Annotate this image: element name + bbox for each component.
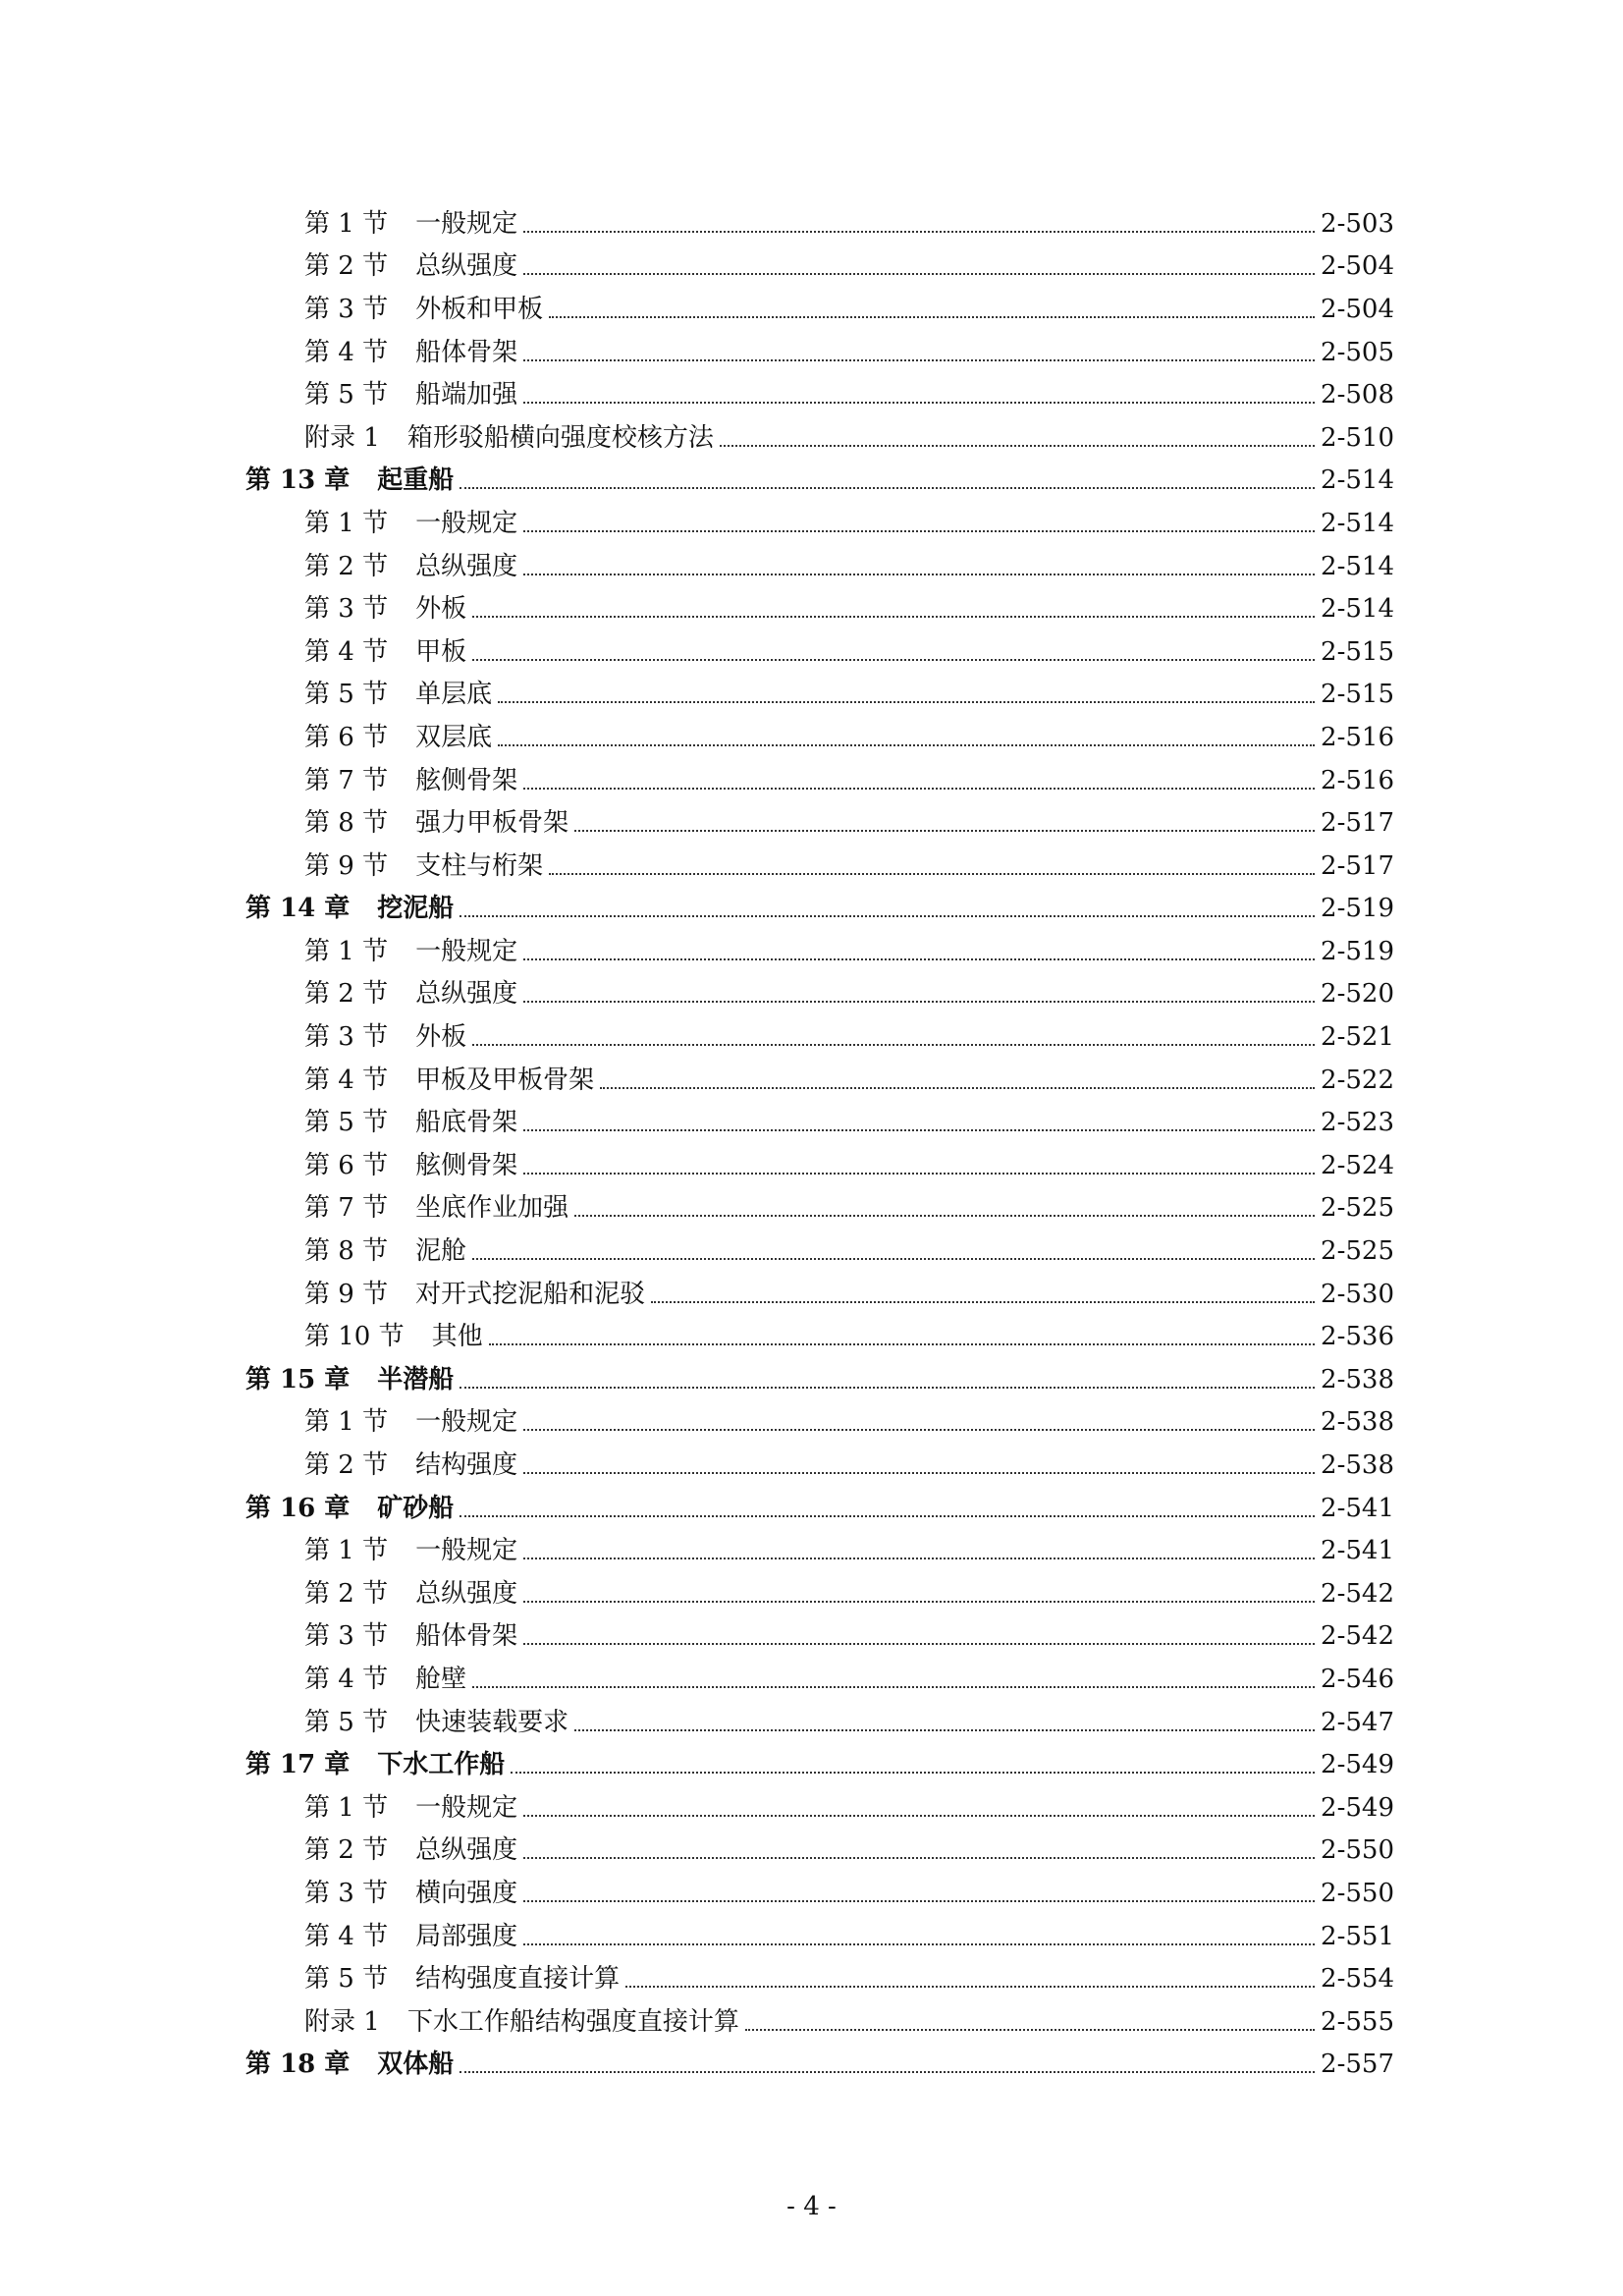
toc-entry-title: 总纵强度 xyxy=(415,251,518,282)
toc-entry-page: 2-525 xyxy=(1321,1236,1394,1267)
toc-leader-dots xyxy=(523,1943,1315,1945)
toc-entry-page: 2-542 xyxy=(1321,1578,1394,1609)
toc-entry-page: 2-516 xyxy=(1321,765,1394,795)
toc-entry-title: 外板和甲板 xyxy=(415,294,544,324)
toc-leader-dots xyxy=(600,1087,1315,1089)
toc-entry-page: 2-517 xyxy=(1321,808,1394,839)
toc-section-entry[interactable] xyxy=(245,1444,1394,1487)
toc-entry-title: 箱形驳船横向强度校核方法 xyxy=(406,422,714,453)
toc-entry-page: 2-504 xyxy=(1321,294,1394,324)
toc-entry-page: 2-550 xyxy=(1321,1878,1394,1908)
toc-leader-dots xyxy=(523,530,1315,532)
toc-entry-label: 第 4 节 xyxy=(304,1921,389,1951)
toc-leader-dots xyxy=(460,1515,1315,1517)
toc-entry-label: 第 15 章 xyxy=(245,1364,351,1394)
toc-entry-title: 半潜船 xyxy=(377,1364,455,1394)
toc-leader-dots xyxy=(523,1472,1315,1474)
toc-leader-dots xyxy=(460,487,1315,489)
toc-entry-title: 总纵强度 xyxy=(415,979,518,1010)
toc-entry-label: 第 2 节 xyxy=(304,1578,389,1609)
toc-entry-title: 船端加强 xyxy=(415,380,518,410)
toc-entry-title: 一般规定 xyxy=(415,936,518,966)
toc-entry-label: 第 3 节 xyxy=(304,1621,389,1652)
toc-entry-label: 第 4 节 xyxy=(304,1664,389,1694)
toc-entry-label: 第 4 节 xyxy=(304,1065,389,1095)
toc-entry-page: 2-516 xyxy=(1321,722,1394,752)
toc-entry-label: 第 2 节 xyxy=(304,251,389,282)
toc-entry-label: 第 3 节 xyxy=(304,294,389,324)
toc-entry-label: 第 9 节 xyxy=(304,850,389,881)
toc-entry-page: 2-536 xyxy=(1321,1322,1394,1352)
toc-section-entry[interactable] xyxy=(245,716,1394,759)
toc-section-entry[interactable] xyxy=(245,1401,1394,1445)
toc-section-entry[interactable] xyxy=(245,630,1394,674)
toc-entry-label: 第 8 节 xyxy=(304,1236,389,1267)
toc-entry-title: 舷侧骨架 xyxy=(415,765,518,795)
toc-section-entry[interactable] xyxy=(245,202,1394,246)
toc-leader-dots xyxy=(523,1129,1315,1131)
toc-entry-title: 一般规定 xyxy=(415,208,518,239)
toc-entry-label: 第 5 节 xyxy=(304,1108,389,1138)
toc-entry-label: 第 6 节 xyxy=(304,1150,389,1180)
toc-entry-label: 第 1 节 xyxy=(304,508,389,538)
toc-entry-title: 挖泥船 xyxy=(377,894,455,924)
toc-entry-page: 2-521 xyxy=(1321,1022,1394,1053)
toc-entry-page: 2-524 xyxy=(1321,1150,1394,1180)
toc-entry-page: 2-557 xyxy=(1321,2050,1394,2080)
toc-section-entry[interactable] xyxy=(245,674,1394,717)
toc-leader-dots xyxy=(625,1986,1315,1988)
toc-section-entry[interactable] xyxy=(245,1187,1394,1230)
toc-section-entry[interactable] xyxy=(245,1915,1394,1958)
toc-chapter-entry[interactable] xyxy=(245,1358,1394,1401)
toc-leader-dots xyxy=(651,1301,1315,1303)
toc-section-entry[interactable] xyxy=(245,1101,1394,1144)
toc-entry-label: 第 16 章 xyxy=(245,1493,351,1523)
toc-entry-page: 2-523 xyxy=(1321,1108,1394,1138)
toc-entry-title: 舱壁 xyxy=(415,1664,467,1694)
toc-leader-dots xyxy=(460,1387,1315,1389)
toc-entry-label: 第 4 节 xyxy=(304,337,389,367)
toc-entry-page: 2-549 xyxy=(1321,1792,1394,1823)
toc-entry-title: 船体骨架 xyxy=(415,1621,518,1652)
toc-entry-title: 横向强度 xyxy=(415,1878,518,1908)
toc-leader-dots xyxy=(523,958,1315,960)
toc-entry-title: 快速装载要求 xyxy=(415,1707,569,1737)
toc-entry-title: 双体船 xyxy=(377,2050,455,2080)
toc-leader-dots xyxy=(523,402,1315,404)
toc-entry-title: 坐底作业加强 xyxy=(415,1193,569,1224)
toc-leader-dots xyxy=(472,616,1315,618)
toc-leader-dots xyxy=(523,1643,1315,1645)
toc-leader-dots xyxy=(460,915,1315,917)
toc-leader-dots xyxy=(523,1601,1315,1603)
toc-section-entry[interactable] xyxy=(245,288,1394,331)
toc-chapter-entry[interactable] xyxy=(245,2044,1394,2087)
toc-entry-label: 第 18 章 xyxy=(245,2050,351,2080)
toc-entry-title: 总纵强度 xyxy=(415,551,518,581)
toc-entry-title: 一般规定 xyxy=(415,1536,518,1566)
toc-leader-dots xyxy=(523,231,1315,233)
toc-entry-page: 2-538 xyxy=(1321,1407,1394,1438)
toc-entry-page: 2-504 xyxy=(1321,251,1394,282)
toc-entry-title: 下水工作船 xyxy=(377,1750,506,1780)
toc-entry-page: 2-530 xyxy=(1321,1279,1394,1309)
toc-entry-page: 2-522 xyxy=(1321,1065,1394,1095)
toc-section-entry[interactable] xyxy=(245,1957,1394,2000)
toc-entry-label: 第 5 节 xyxy=(304,680,389,710)
toc-section-entry[interactable] xyxy=(245,1830,1394,1873)
toc-entry-label: 第 3 节 xyxy=(304,1022,389,1053)
toc-entry-label: 第 13 章 xyxy=(245,465,351,496)
toc-entry-label: 第 7 节 xyxy=(304,765,389,795)
toc-section-entry[interactable] xyxy=(245,1786,1394,1830)
toc-section-entry[interactable] xyxy=(245,1015,1394,1059)
toc-entry-page: 2-538 xyxy=(1321,1364,1394,1394)
toc-entry-label: 附录 1 xyxy=(304,2006,380,2037)
toc-entry-page: 2-541 xyxy=(1321,1536,1394,1566)
toc-entry-title: 起重船 xyxy=(377,465,455,496)
page-number: - 4 - xyxy=(786,2192,837,2221)
toc-section-entry[interactable] xyxy=(245,1701,1394,1744)
toc-section-entry[interactable] xyxy=(245,587,1394,630)
toc-leader-dots xyxy=(523,574,1315,575)
toc-section-entry[interactable] xyxy=(245,801,1394,845)
toc-leader-dots xyxy=(523,359,1315,361)
toc-section-entry[interactable] xyxy=(245,930,1394,973)
toc-leader-dots xyxy=(745,2029,1315,2031)
toc-entry-label: 第 1 节 xyxy=(304,1792,389,1823)
toc-section-entry[interactable] xyxy=(245,1658,1394,1701)
toc-leader-dots xyxy=(523,1558,1315,1559)
toc-entry-title: 船体骨架 xyxy=(415,337,518,367)
toc-leader-dots xyxy=(549,873,1315,875)
toc-chapter-entry[interactable] xyxy=(245,888,1394,931)
toc-leader-dots xyxy=(523,1429,1315,1431)
toc-leader-dots xyxy=(472,659,1315,661)
toc-leader-dots xyxy=(574,830,1315,832)
toc-entry-page: 2-505 xyxy=(1321,337,1394,367)
toc-entry-title: 外板 xyxy=(415,1022,467,1053)
toc-entry-page: 2-525 xyxy=(1321,1193,1394,1224)
toc-entry-title: 船底骨架 xyxy=(415,1108,518,1138)
toc-entry-title: 一般规定 xyxy=(415,508,518,538)
toc-entry-title: 结构强度 xyxy=(415,1450,518,1481)
toc-entry-label: 第 3 节 xyxy=(304,594,389,625)
toc-entry-page: 2-515 xyxy=(1321,636,1394,667)
toc-entry-title: 舷侧骨架 xyxy=(415,1150,518,1180)
toc-section-entry[interactable] xyxy=(245,502,1394,545)
table-of-contents xyxy=(245,202,1394,2086)
toc-entry-title: 对开式挖泥船和泥驳 xyxy=(415,1279,646,1309)
toc-entry-page: 2-547 xyxy=(1321,1707,1394,1737)
toc-chapter-entry[interactable] xyxy=(245,1743,1394,1786)
toc-section-entry[interactable] xyxy=(245,1144,1394,1187)
toc-leader-dots xyxy=(498,701,1315,703)
toc-entry-page: 2-514 xyxy=(1321,465,1394,496)
toc-section-entry[interactable] xyxy=(245,2000,1394,2044)
toc-entry-page: 2-554 xyxy=(1321,1964,1394,1995)
toc-entry-page: 2-508 xyxy=(1321,380,1394,410)
toc-leader-dots xyxy=(523,1001,1315,1003)
toc-leader-dots xyxy=(511,1772,1315,1774)
toc-section-entry[interactable] xyxy=(245,1572,1394,1615)
toc-entry-page: 2-541 xyxy=(1321,1493,1394,1523)
toc-entry-label: 第 5 节 xyxy=(304,380,389,410)
toc-leader-dots xyxy=(498,744,1315,746)
toc-entry-label: 第 2 节 xyxy=(304,1450,389,1481)
toc-entry-title: 结构强度直接计算 xyxy=(415,1964,621,1995)
toc-entry-label: 第 1 节 xyxy=(304,1407,389,1438)
toc-entry-title: 甲板 xyxy=(415,636,467,667)
toc-leader-dots xyxy=(489,1343,1315,1345)
toc-leader-dots xyxy=(523,1815,1315,1817)
toc-entry-page: 2-520 xyxy=(1321,979,1394,1010)
toc-entry-page: 2-546 xyxy=(1321,1664,1394,1694)
toc-section-entry[interactable] xyxy=(245,1315,1394,1358)
toc-entry-label: 第 7 节 xyxy=(304,1193,389,1224)
toc-entry-label: 第 6 节 xyxy=(304,722,389,752)
toc-section-entry[interactable] xyxy=(245,373,1394,416)
toc-entry-label: 第 17 章 xyxy=(245,1750,351,1780)
toc-entry-title: 强力甲板骨架 xyxy=(415,808,569,839)
toc-leader-dots xyxy=(574,1729,1315,1731)
toc-entry-label: 第 5 节 xyxy=(304,1964,389,1995)
toc-section-entry[interactable] xyxy=(245,416,1394,460)
toc-entry-label: 第 1 节 xyxy=(304,1536,389,1566)
toc-entry-label: 第 2 节 xyxy=(304,1835,389,1866)
toc-section-entry[interactable] xyxy=(245,973,1394,1016)
toc-leader-dots xyxy=(472,1258,1315,1260)
toc-entry-title: 其他 xyxy=(431,1322,483,1352)
toc-entry-label: 第 2 节 xyxy=(304,551,389,581)
toc-leader-dots xyxy=(460,2071,1315,2073)
toc-leader-dots xyxy=(549,316,1315,318)
toc-entry-page: 2-542 xyxy=(1321,1621,1394,1652)
toc-entry-title: 双层底 xyxy=(415,722,493,752)
toc-entry-label: 第 14 章 xyxy=(245,894,351,924)
toc-leader-dots xyxy=(472,1044,1315,1046)
toc-entry-label: 第 5 节 xyxy=(304,1707,389,1737)
toc-entry-label: 第 1 节 xyxy=(304,936,389,966)
toc-entry-label: 第 9 节 xyxy=(304,1279,389,1309)
toc-leader-dots xyxy=(720,445,1315,447)
toc-entry-label: 第 4 节 xyxy=(304,636,389,667)
toc-section-entry[interactable] xyxy=(245,331,1394,374)
toc-section-entry[interactable] xyxy=(245,246,1394,289)
toc-entry-page: 2-551 xyxy=(1321,1921,1394,1951)
toc-entry-page: 2-510 xyxy=(1321,422,1394,453)
toc-entry-page: 2-538 xyxy=(1321,1450,1394,1481)
toc-entry-page: 2-517 xyxy=(1321,850,1394,881)
toc-entry-title: 局部强度 xyxy=(415,1921,518,1951)
toc-entry-label: 附录 1 xyxy=(304,422,380,453)
toc-leader-dots xyxy=(523,1900,1315,1902)
toc-section-entry[interactable] xyxy=(245,1615,1394,1659)
toc-section-entry[interactable] xyxy=(245,1059,1394,1102)
toc-entry-title: 外板 xyxy=(415,594,467,625)
toc-section-entry[interactable] xyxy=(245,1230,1394,1273)
toc-chapter-entry[interactable] xyxy=(245,1487,1394,1530)
toc-entry-title: 一般规定 xyxy=(415,1407,518,1438)
toc-entry-title: 一般规定 xyxy=(415,1792,518,1823)
toc-entry-page: 2-549 xyxy=(1321,1750,1394,1780)
toc-entry-title: 总纵强度 xyxy=(415,1835,518,1866)
toc-entry-title: 泥舱 xyxy=(415,1236,467,1267)
toc-section-entry[interactable] xyxy=(245,845,1394,888)
toc-entry-page: 2-515 xyxy=(1321,680,1394,710)
toc-entry-page: 2-514 xyxy=(1321,594,1394,625)
toc-leader-dots xyxy=(472,1686,1315,1688)
toc-leader-dots xyxy=(523,1173,1315,1175)
toc-entry-title: 支柱与桁架 xyxy=(415,850,544,881)
toc-entry-label: 第 1 节 xyxy=(304,208,389,239)
toc-section-entry[interactable] xyxy=(245,1273,1394,1316)
toc-section-entry[interactable] xyxy=(245,1529,1394,1572)
toc-entry-label: 第 8 节 xyxy=(304,808,389,839)
toc-entry-page: 2-519 xyxy=(1321,894,1394,924)
toc-entry-title: 总纵强度 xyxy=(415,1578,518,1609)
toc-section-entry[interactable] xyxy=(245,759,1394,802)
toc-entry-label: 第 2 节 xyxy=(304,979,389,1010)
toc-leader-dots xyxy=(523,1857,1315,1859)
toc-entry-title: 矿砂船 xyxy=(377,1493,455,1523)
toc-leader-dots xyxy=(574,1215,1315,1217)
toc-leader-dots xyxy=(523,273,1315,275)
toc-entry-label: 第 3 节 xyxy=(304,1878,389,1908)
toc-entry-page: 2-514 xyxy=(1321,508,1394,538)
toc-entry-page: 2-555 xyxy=(1321,2006,1394,2037)
toc-entry-page: 2-514 xyxy=(1321,551,1394,581)
toc-entry-title: 甲板及甲板骨架 xyxy=(415,1065,595,1095)
toc-entry-label: 第 10 节 xyxy=(304,1322,405,1352)
toc-entry-page: 2-519 xyxy=(1321,936,1394,966)
toc-entry-title: 单层底 xyxy=(415,680,493,710)
toc-leader-dots xyxy=(523,788,1315,790)
toc-entry-page: 2-503 xyxy=(1321,208,1394,239)
toc-section-entry[interactable] xyxy=(245,1872,1394,1915)
toc-section-entry[interactable] xyxy=(245,545,1394,588)
toc-entry-title: 下水工作船结构强度直接计算 xyxy=(406,2006,739,2037)
toc-chapter-entry[interactable] xyxy=(245,460,1394,503)
toc-entry-page: 2-550 xyxy=(1321,1835,1394,1866)
